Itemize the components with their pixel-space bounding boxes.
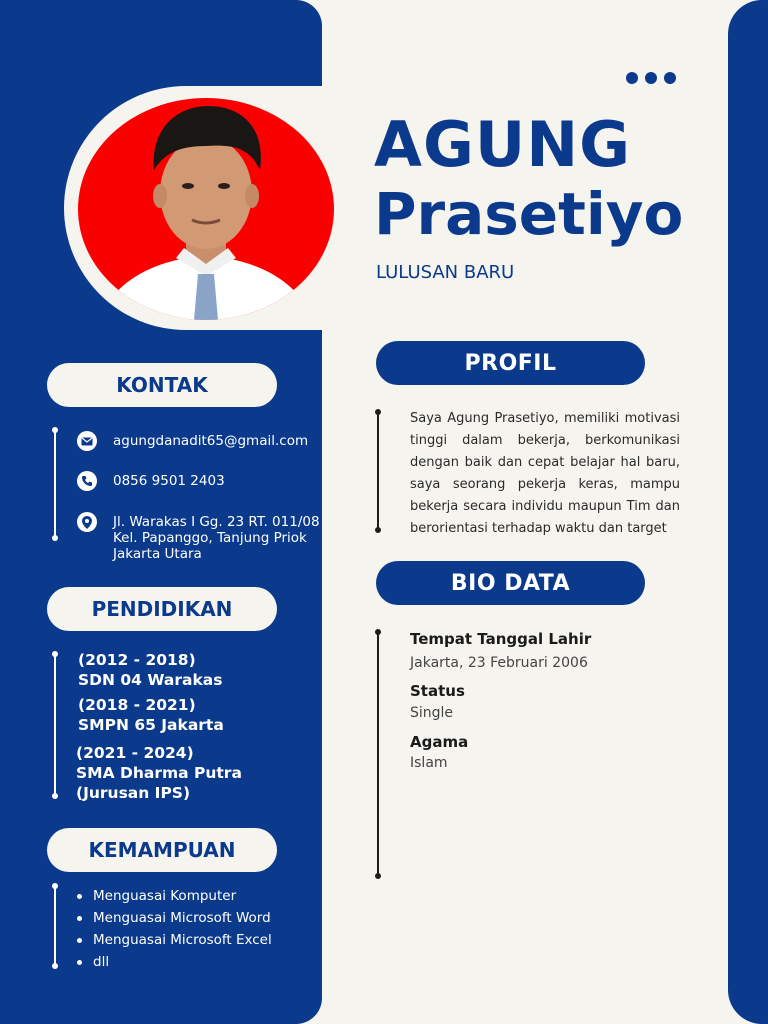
ttl-label: Tempat Tanggal Lahir — [410, 630, 592, 648]
pendidikan-timeline-line — [54, 654, 56, 796]
profil-line: dengan baik dan cepat belajar hal baru, — [410, 455, 680, 470]
biodata-timeline-line — [377, 632, 379, 876]
education-school: SMPN 65 Jakarta — [78, 716, 224, 734]
education-item — [78, 650, 222, 690]
agama-label: Agama — [410, 733, 469, 751]
first-name: AGUNG — [374, 108, 631, 181]
agama-value: Islam — [410, 755, 448, 771]
subtitle: LULUSAN BARU — [376, 262, 515, 283]
education-years: (2021 - 2024) — [76, 744, 194, 762]
profil-line: Saya Agung Prasetiyo, memiliki motivasi — [410, 411, 680, 426]
profil-heading: PROFIL — [376, 341, 645, 385]
kontak-heading: KONTAK — [47, 363, 277, 407]
education-item — [78, 695, 224, 735]
address-line-1: Jl. Warakas I Gg. 23 RT. 011/08 — [113, 514, 320, 530]
profil-line: berorientasi terhadap waktu dan target — [410, 521, 667, 536]
education-school: SDN 04 Warakas — [78, 671, 223, 689]
address-text — [113, 514, 320, 562]
right-decorative-strip — [728, 0, 768, 1024]
education-school: SMA Dharma Putra — [76, 764, 242, 782]
address-line-3: Jakarta Utara — [113, 546, 202, 562]
last-name: Prasetiyo — [374, 180, 684, 248]
more-dots-icon — [626, 72, 676, 84]
education-note: (Jurusan IPS) — [76, 784, 191, 802]
email-text: agungdanadit65@gmail.com — [113, 433, 309, 449]
profil-timeline-line — [377, 412, 379, 530]
pendidikan-heading: PENDIDIKAN — [47, 587, 277, 631]
status-value: Single — [410, 705, 454, 721]
biodata-heading: BIO DATA — [376, 561, 645, 605]
education-years: (2012 - 2018) — [78, 651, 196, 669]
skill-item: Menguasai Komputer — [77, 885, 272, 907]
phone-text: 0856 9501 2403 — [113, 473, 225, 489]
profil-line: bekerja secara individu maupun Tim dan — [410, 499, 680, 514]
ttl-value: Jakarta, 23 Februari 2006 — [410, 655, 588, 671]
kontak-timeline-line — [54, 430, 56, 538]
education-item — [76, 743, 242, 803]
profil-paragraph — [410, 408, 680, 540]
location-pin-icon — [77, 512, 97, 532]
skill-item: Menguasai Microsoft Excel — [77, 929, 272, 951]
skill-item: Menguasai Microsoft Word — [77, 907, 272, 929]
status-label: Status — [410, 682, 465, 700]
skills-list — [77, 885, 272, 973]
address-line-2: Kel. Papanggo, Tanjung Priok — [113, 530, 307, 546]
profil-line: tinggi dalam bekerja, berkomunikasi — [410, 433, 680, 448]
education-years: (2018 - 2021) — [78, 696, 196, 714]
email-icon — [77, 431, 97, 451]
kemampuan-heading: KEMAMPUAN — [47, 828, 277, 872]
profile-photo — [78, 98, 334, 320]
skill-item: dll — [77, 951, 272, 973]
phone-icon — [77, 471, 97, 491]
profil-line: saya seorang pekerja keras, mampu — [410, 477, 680, 492]
kemampuan-timeline-line — [54, 886, 56, 966]
